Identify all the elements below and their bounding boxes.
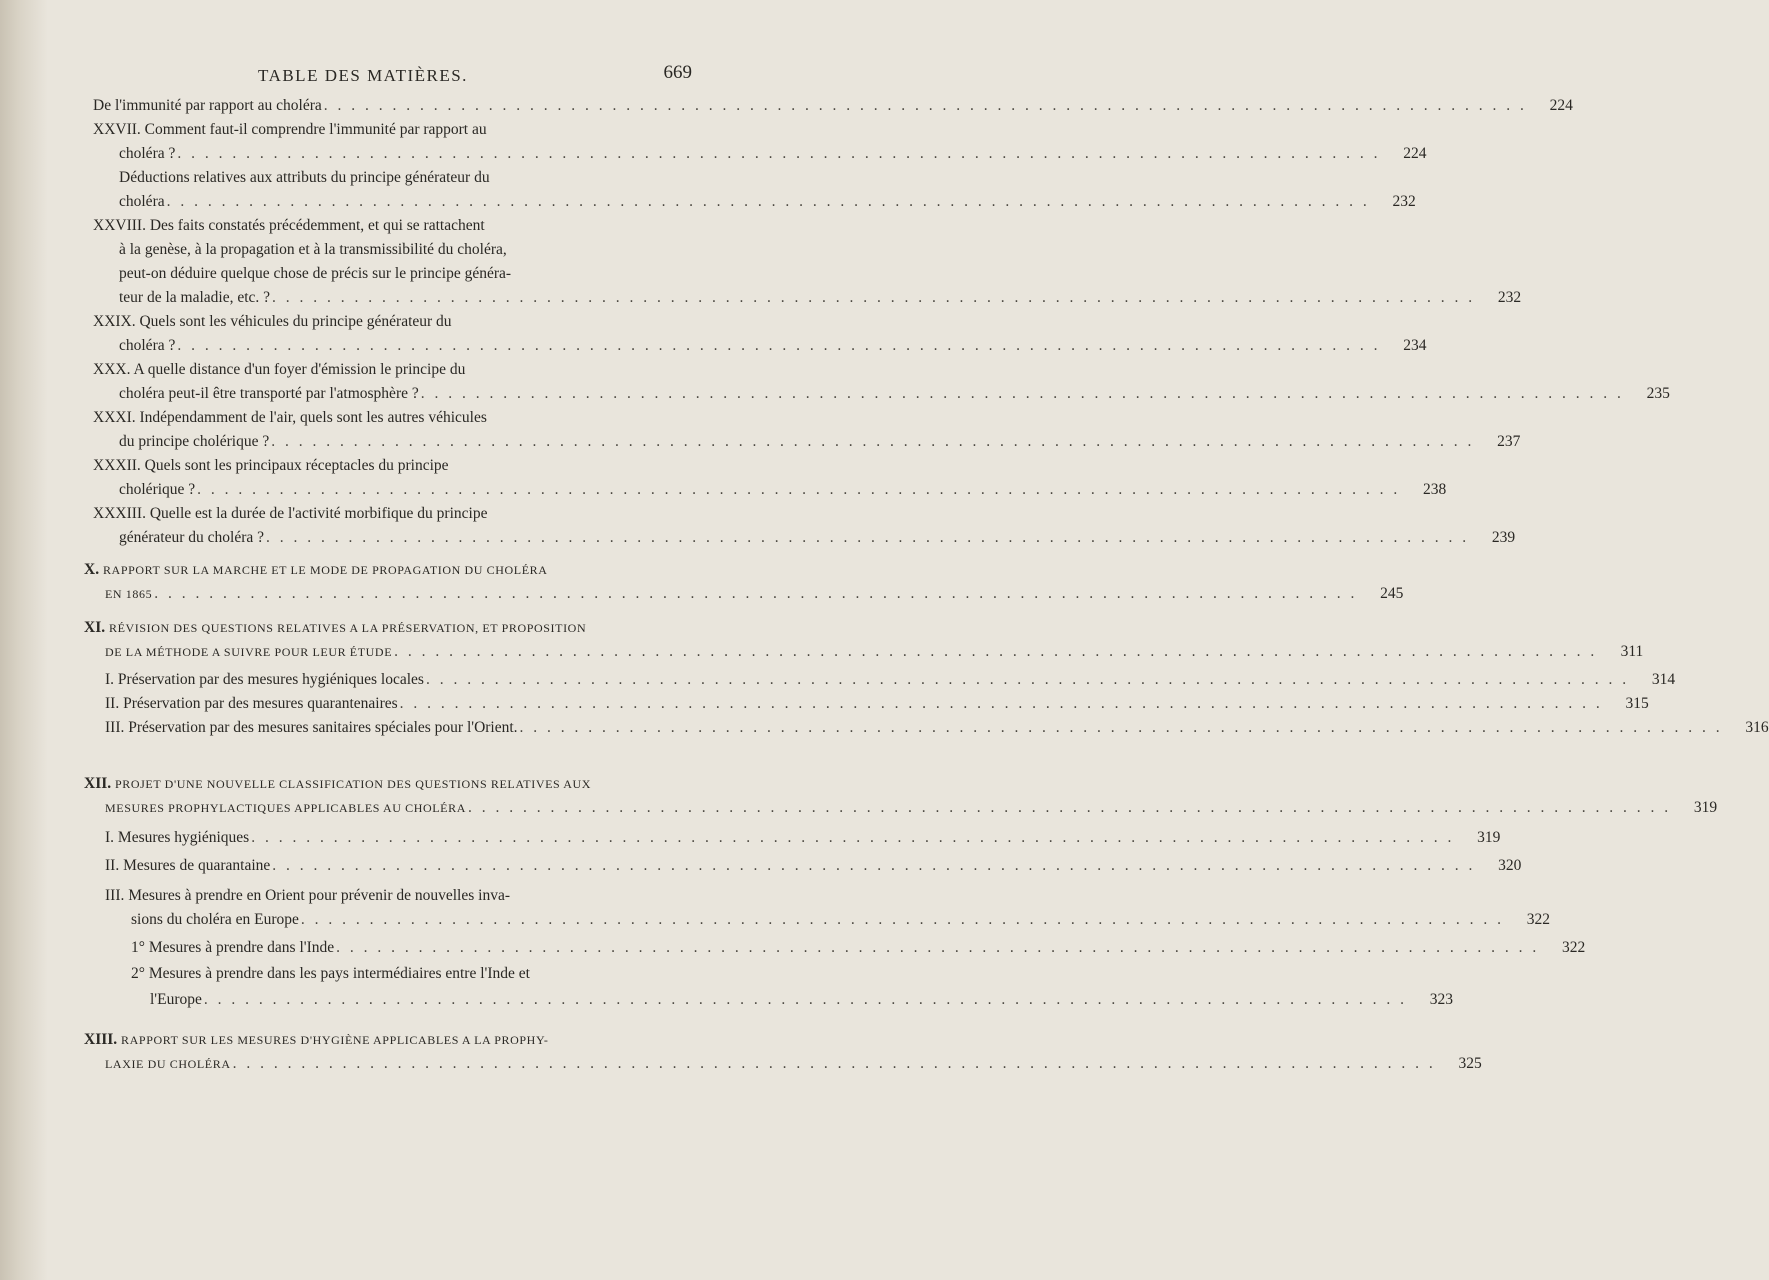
toc-page-ref: 237 xyxy=(1497,433,1521,450)
toc-line xyxy=(105,584,1404,604)
toc-page-ref: 320 xyxy=(1498,857,1522,874)
section-title: RAPPORT SUR LA MARCHE ET LE MODE DE PROPAGATION DU CHOLÉRA xyxy=(102,563,548,577)
toc-line xyxy=(105,798,1718,818)
section-title: RÉVISION DES QUESTIONS RELATIVES A LA PRÉSERVATION, ET PROPOSITION xyxy=(108,621,587,635)
toc-text: DE LA MÉTHODE A SUIVRE POUR LEUR ÉTUDE xyxy=(105,645,393,659)
toc-page-ref: 245 xyxy=(1380,585,1404,602)
toc-line: Déductions relatives aux attributs du principe générateur du xyxy=(119,169,490,186)
dot-leader: . . . . . . . . . . . . . . . . . . . . . . . . . . . . . . . . . . . . . . . . . . . . . . . . . . . . . . . . . . . . . . . . . . . . . . . . . . . . . . . . . . . . . . . . xyxy=(177,145,1381,162)
toc-text: De l'immunité par rapport au choléra xyxy=(93,97,322,114)
toc-page-ref: 319 xyxy=(1693,799,1718,816)
toc-line xyxy=(84,560,548,580)
toc-text: III. Préservation par des mesures sanitaires spéciales pour l'Orient. xyxy=(105,719,518,736)
toc-line: XXVIII. Des faits constatés précédemment, et qui se rattachent xyxy=(93,217,485,234)
toc-page-ref: 314 xyxy=(1651,671,1676,688)
toc-line: 2° Mesures à prendre dans les pays intermédiaires entre l'Inde et xyxy=(131,965,530,982)
page-number: 669 xyxy=(663,62,692,83)
section-numeral: X. xyxy=(84,561,100,578)
toc-line: XXVII. Comment faut-il comprendre l'immunité par rapport au xyxy=(93,121,487,138)
toc-page-ref: 311 xyxy=(1620,643,1644,660)
dot-leader: . . . . . . . . . . . . . . . . . . . . . . . . . . . . . . . . . . . . . . . . . . . . . . . . . . . . . . . . . . . . . . . . . . . . . . . . . . . . . . . . . . . . . . . . xyxy=(154,585,1358,602)
toc-text: cholérique ? xyxy=(119,481,196,498)
dot-leader: . . . . . . . . . . . . . . . . . . . . . . . . . . . . . . . . . . . . . . . . . . . . . . . . . . . . . . . . . . . . . . . . . . . . . . . . . . . . . . . . . . . . . . . . xyxy=(166,193,1370,210)
toc-line xyxy=(105,856,1522,876)
toc-text: II. Mesures de quarantaine xyxy=(105,857,271,874)
dot-leader: . . . . . . . . . . . . . . . . . . . . . . . . . . . . . . . . . . . . . . . . . . . . . . . . . . . . . . . . . . . . . . . . . . . . . . . . . . . . . . . . . . . . . . . . xyxy=(425,671,1630,688)
dot-leader: . . . . . . . . . . . . . . . . . . . . . . . . . . . . . . . . . . . . . . . . . . . . . . . . . . . . . . . . . . . . . . . . . . . . . . . . . . . . . . . . . . . . . . . . xyxy=(272,857,1476,874)
toc-page-ref: 238 xyxy=(1423,481,1447,498)
toc-line xyxy=(119,432,1521,452)
toc-line xyxy=(105,828,1501,848)
dot-leader: . . . . . . . . . . . . . . . . . . . . . . . . . . . . . . . . . . . . . . . . . . . . . . . . . . . . . . . . . . . . . . . . . . . . . . . . . . . . . . . . . . . . . . . . xyxy=(197,481,1401,498)
toc-text: II. Préservation par des mesures quarantenaires xyxy=(105,695,398,712)
toc-line xyxy=(93,96,1573,116)
toc-text: générateur du choléra ? xyxy=(119,529,265,546)
dot-leader: . . . . . . . . . . . . . . . . . . . . . . . . . . . . . . . . . . . . . . . . . . . . . . . . . . . . . . . . . . . . . . . . . . . . . . . . . . . . . . . . . . . . . . . . xyxy=(394,643,1598,660)
section-title: RAPPORT SUR LES MESURES D'HYGIÈNE APPLICABLES A LA PROPHY- xyxy=(121,1033,549,1047)
toc-page-ref: 316 xyxy=(1745,719,1769,736)
toc-line: XXX. A quelle distance d'un foyer d'émission le principe du xyxy=(93,361,466,378)
toc-line xyxy=(84,1030,548,1050)
toc-page-ref: 325 xyxy=(1458,1055,1482,1072)
toc-text: choléra ? xyxy=(119,145,176,162)
toc-text: 1° Mesures à prendre dans l'Inde xyxy=(131,939,335,956)
toc-text: choléra ? xyxy=(119,337,176,354)
dot-leader: . . . . . . . . . . . . . . . . . . . . . . . . . . . . . . . . . . . . . . . . . . . . . . . . . . . . . . . . . . . . . . . . . . . . . . . . . . . . . . . . . . . . . . . . xyxy=(300,911,1504,928)
toc-line xyxy=(105,670,1676,690)
toc-page-ref: 235 xyxy=(1646,385,1670,402)
toc-line: III. Mesures à prendre en Orient pour prévenir de nouvelles inva- xyxy=(105,887,510,904)
toc-line xyxy=(119,384,1670,404)
toc-text: I. Mesures hygiéniques xyxy=(105,829,250,846)
section-numeral: XI. xyxy=(84,619,106,636)
toc-line: XXIX. Quels sont les véhicules du principe générateur du xyxy=(93,313,452,330)
dot-leader: . . . . . . . . . . . . . . . . . . . . . . . . . . . . . . . . . . . . . . . . . . . . . . . . . . . . . . . . . . . . . . . . . . . . . . . . . . . . . . . . . . . . . . . . xyxy=(177,337,1381,354)
toc-line xyxy=(84,618,586,638)
toc-line xyxy=(119,192,1416,212)
page-header xyxy=(0,62,800,90)
toc-line xyxy=(119,144,1427,164)
toc-line: XXXIII. Quelle est la durée de l'activité morbifique du principe xyxy=(93,505,488,522)
toc-text: LAXIE DU CHOLÉRA xyxy=(105,1057,231,1071)
toc-line xyxy=(150,990,1453,1010)
dot-leader: . . . . . . . . . . . . . . . . . . . . . . . . . . . . . . . . . . . . . . . . . . . . . . . . . . . . . . . . . . . . . . . . . . . . . . . . . . . . . . . . . . . . . . . . xyxy=(272,289,1476,306)
dot-leader: . . . . . . . . . . . . . . . . . . . . . . . . . . . . . . . . . . . . . . . . . . . . . . . . . . . . . . . . . . . . . . . . . . . . . . . . . . . . . . . . . . . . . . . . xyxy=(271,433,1475,450)
section-numeral: XIII. xyxy=(84,1031,118,1048)
dot-leader: . . . . . . . . . . . . . . . . . . . . . . . . . . . . . . . . . . . . . . . . . . . . . . . . . . . . . . . . . . . . . . . . . . . . . . . . . . . . . . . . . . . . . . . . xyxy=(467,799,1672,816)
toc-page-ref: 315 xyxy=(1625,695,1649,712)
toc-page-ref: 232 xyxy=(1392,193,1416,210)
toc-page-ref: 232 xyxy=(1497,289,1522,306)
toc-page-ref: 239 xyxy=(1491,529,1516,546)
toc-page-ref: 323 xyxy=(1429,991,1453,1008)
dot-leader: . . . . . . . . . . . . . . . . . . . . . . . . . . . . . . . . . . . . . . . . . . . . . . . . . . . . . . . . . . . . . . . . . . . . . . . . . . . . . . . . . . . . . . . . xyxy=(266,529,1470,546)
toc-text: I. Préservation par des mesures hygiéniques locales xyxy=(105,671,424,688)
toc-line xyxy=(119,336,1427,356)
toc-line: peut-on déduire quelque chose de précis sur le principe généra- xyxy=(119,265,512,282)
toc-page-ref: 319 xyxy=(1477,829,1501,846)
toc-text: EN 1865 xyxy=(105,587,153,601)
toc-text: l'Europe xyxy=(150,991,202,1008)
dot-leader: . . . . . . . . . . . . . . . . . . . . . . . . . . . . . . . . . . . . . . . . . . . . . . . . . . . . . . . . . . . . . . . . . . . . . . . . . . . . . . . . . . . . . . . . xyxy=(336,939,1540,956)
toc-text: teur de la maladie, etc. ? xyxy=(119,289,271,306)
toc-line xyxy=(119,480,1447,500)
toc-line xyxy=(105,642,1644,662)
toc-page-ref: 224 xyxy=(1549,97,1573,114)
toc-text: choléra xyxy=(119,193,165,210)
dot-leader: . . . . . . . . . . . . . . . . . . . . . . . . . . . . . . . . . . . . . . . . . . . . . . . . . . . . . . . . . . . . . . . . . . . . . . . . . . . . . . . . . . . . . . . . xyxy=(203,991,1407,1008)
dot-leader: . . . . . . . . . . . . . . . . . . . . . . . . . . . . . . . . . . . . . . . . . . . . . . . . . . . . . . . . . . . . . . . . . . . . . . . . . . . . . . . . . . . . . . . . xyxy=(323,97,1527,114)
toc-page-ref: 224 xyxy=(1403,145,1427,162)
toc-line xyxy=(105,1054,1482,1074)
running-title: TABLE DES MATIÈRES. xyxy=(258,66,468,85)
dot-leader: . . . . . . . . . . . . . . . . . . . . . . . . . . . . . . . . . . . . . . . . . . . . . . . . . . . . . . . . . . . . . . . . . . . . . . . . . . . . . . . . . . . . . . . . xyxy=(420,385,1624,402)
dot-leader: . . . . . . . . . . . . . . . . . . . . . . . . . . . . . . . . . . . . . . . . . . . . . . . . . . . . . . . . . . . . . . . . . . . . . . . . . . . . . . . . . . . . . . . . xyxy=(399,695,1603,712)
toc-text: choléra peut-il être transporté par l'atmosphère ? xyxy=(119,385,419,402)
section-title: PROJET D'UNE NOUVELLE CLASSIFICATION DES QUESTIONS RELATIVES AUX xyxy=(115,777,592,791)
toc-line xyxy=(105,694,1649,714)
toc-line xyxy=(84,774,591,794)
toc-page-ref: 322 xyxy=(1561,939,1586,956)
toc-page-ref: 322 xyxy=(1526,911,1550,928)
toc-line: à la genèse, à la propagation et à la transmissibilité du choléra, xyxy=(119,241,507,258)
toc-line xyxy=(119,288,1522,308)
section-numeral: XII. xyxy=(84,775,112,792)
dot-leader: . . . . . . . . . . . . . . . . . . . . . . . . . . . . . . . . . . . . . . . . . . . . . . . . . . . . . . . . . . . . . . . . . . . . . . . . . . . . . . . . . . . . . . . . xyxy=(232,1055,1436,1072)
toc-line: XXXII. Quels sont les principaux réceptacles du principe xyxy=(93,457,449,474)
toc-text: du principe cholérique ? xyxy=(119,433,270,450)
dot-leader: . . . . . . . . . . . . . . . . . . . . . . . . . . . . . . . . . . . . . . . . . . . . . . . . . . . . . . . . . . . . . . . . . . . . . . . . . . . . . . . . . . . . . . . . xyxy=(251,829,1455,846)
dot-leader: . . . . . . . . . . . . . . . . . . . . . . . . . . . . . . . . . . . . . . . . . . . . . . . . . . . . . . . . . . . . . . . . . . . . . . . . . . . . . . . . . . . . . . . . xyxy=(519,719,1723,736)
toc-text: MESURES PROPHYLACTIQUES APPLICABLES AU CHOLÉRA xyxy=(105,801,466,815)
toc-line xyxy=(131,910,1550,930)
toc-page-ref: 234 xyxy=(1403,337,1427,354)
toc-line xyxy=(105,718,1769,738)
toc-line xyxy=(131,938,1586,958)
toc-text: sions du choléra en Europe xyxy=(131,911,299,928)
toc-line xyxy=(119,528,1516,548)
toc-line: XXXI. Indépendamment de l'air, quels sont les autres véhicules xyxy=(93,409,487,426)
